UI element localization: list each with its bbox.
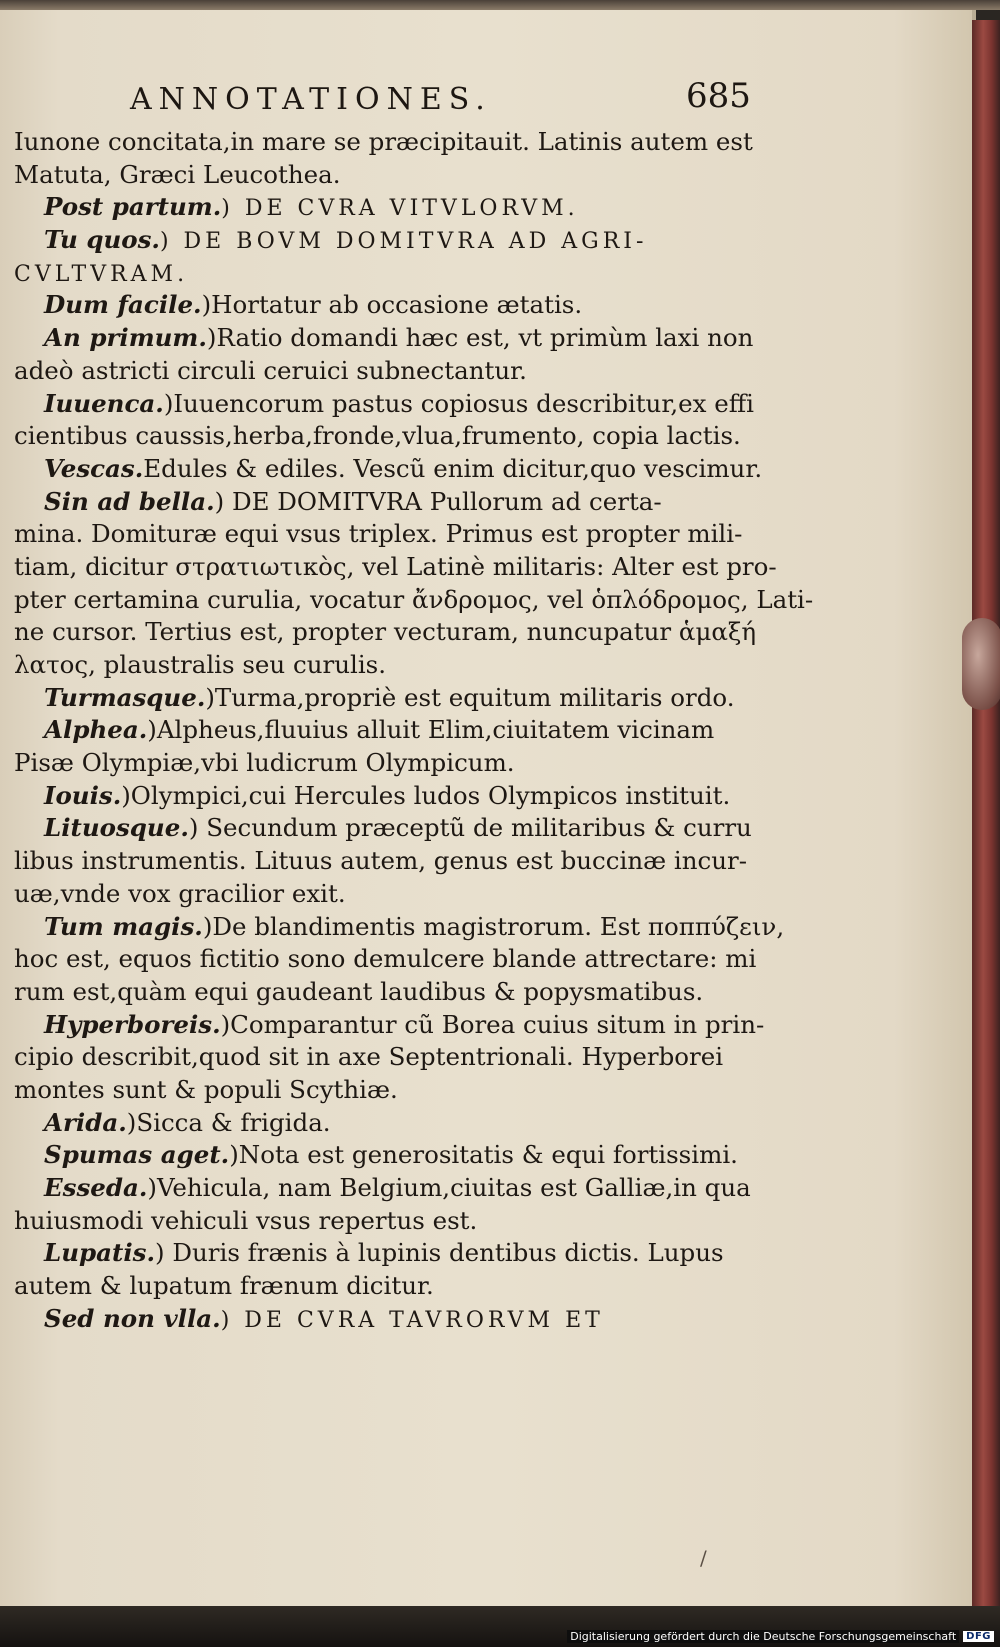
line-text: )Ratio domandi hæc est, vt primùm laxi non	[206, 323, 754, 353]
text-line	[14, 322, 754, 355]
line-text: )Comparantur cũ Borea cuius situm in prin-	[220, 1009, 765, 1039]
lemma: Sin ad bella.	[44, 486, 215, 516]
text-line	[14, 1074, 744, 1107]
lemma: Arida.	[44, 1107, 127, 1137]
line-text: autem & lupatum frænum dicitur.	[14, 1271, 434, 1301]
line-text: ) DE CVRA TAVRORVM ET	[220, 1307, 604, 1333]
line-text: mina. Domituræ equi vsus triplex. Primus est propter mili-	[14, 519, 743, 549]
lemma: Lituosque.	[44, 813, 189, 843]
text-line	[14, 1303, 744, 1336]
line-text: )Sicca & frigida.	[126, 1107, 331, 1137]
line-text: Matuta, Græci Leucothea.	[14, 159, 341, 189]
line-text: )Hortatur ab occasione ætatis.	[201, 290, 583, 320]
text-line	[14, 453, 763, 486]
text-line	[14, 486, 744, 519]
text-line	[14, 911, 785, 944]
line-text: ) DE BOVM DOMITVRA AD AGRI-	[159, 229, 648, 255]
text-line	[14, 289, 744, 322]
book-page	[0, 8, 976, 1606]
text-line	[14, 1205, 744, 1238]
line-text: montes sunt & populi Scythiæ.	[14, 1074, 398, 1104]
line-text: )Nota est generositatis & equi fortissimi.	[229, 1140, 738, 1170]
page-number: 685	[686, 76, 751, 116]
line-text: λατος, plaustralis seu curulis.	[14, 650, 387, 679]
text-line	[14, 1107, 744, 1140]
line-text: libus instrumentis. Lituus autem, genus est buccinæ incur-	[14, 846, 748, 876]
credit-text: Digitalisierung gefördert durch die Deutsche Forschungsgemeinschaft	[567, 1630, 959, 1643]
line-text: )Iuuencorum pastus copiosus describitur,ex effi	[163, 388, 754, 418]
ink-mark: /	[700, 1546, 707, 1570]
line-text: CVLTVRAM.	[14, 261, 189, 287]
text-line	[14, 388, 754, 421]
line-text: )Olympici,cui Hercules ludos Olympicos instituit.	[121, 780, 731, 810]
line-text: Edules & ediles. Vescũ enim dicitur,quo vescimur.	[143, 453, 763, 483]
book-fore-edge	[972, 20, 1000, 1620]
text-line	[14, 747, 744, 780]
lemma: Tu quos.	[44, 225, 160, 255]
lemma: Alphea.	[44, 715, 148, 745]
line-text: )De blandimentis magistrorum. Est ποππύζειν,	[202, 911, 785, 941]
text-line	[14, 845, 748, 878]
lemma: Post partum.	[44, 192, 222, 222]
line-text: )Turma,propriè est equitum militaris ordo.	[205, 682, 735, 712]
dfg-logo: DFG	[963, 1631, 994, 1642]
line-text: Iunone concitata,in mare se præcipitauit. Latinis autem est	[14, 127, 753, 156]
lemma: Sed non vlla.	[44, 1303, 221, 1333]
text-line	[14, 878, 744, 911]
line-text: uæ,vnde vox gracilior exit.	[14, 878, 346, 908]
text-line	[14, 355, 744, 388]
line-text: cientibus caussis,herba,fronde,vlua,frumento, copia lactis.	[14, 421, 741, 451]
text-line	[14, 1139, 744, 1172]
page-body	[14, 126, 814, 1335]
lemma: Esseda.	[44, 1173, 148, 1202]
text-line	[14, 518, 744, 551]
line-text: cipio describit,quod sit in axe Septentrionali. Hyperborei	[14, 1042, 724, 1072]
line-text: ) DE DOMITVRA Pullorum ad certa-	[214, 486, 662, 516]
line-text: adeò astricti circuli ceruici subnectantur.	[14, 355, 527, 385]
lemma: Vescas.	[44, 453, 144, 483]
line-text: )Alpheus,fluuius alluit Elim,ciuitatem vicinam	[147, 715, 715, 745]
lemma: Lupatis.	[44, 1238, 155, 1268]
text-line	[14, 649, 744, 682]
text-line	[14, 812, 752, 845]
lemma: Iuuenca.	[44, 388, 164, 418]
line-text: tiam, dicitur στρατιωτικὸς, vel Latinè militaris: Alter est pro-	[14, 551, 777, 581]
line-text: ) Duris frænis à lupinis dentibus dictis. Lupus	[155, 1238, 724, 1268]
line-text: )Vehicula, nam Belgium,ciuitas est Galliæ,in qua	[147, 1173, 751, 1202]
line-text: ) DE CVRA VITVLORVM.	[221, 196, 579, 222]
text-line	[14, 584, 814, 617]
clasp	[962, 618, 1000, 710]
text-line	[14, 159, 744, 192]
text-line	[14, 1009, 765, 1042]
book-top-edge	[0, 0, 1000, 10]
text-line	[14, 551, 777, 584]
line-text: hoc est, equos fictitio sono demulcere blande attrectare: mi	[14, 944, 757, 974]
text-line	[14, 943, 757, 976]
lemma: Iouis.	[44, 780, 122, 810]
text-line	[14, 976, 744, 1009]
running-head	[130, 76, 751, 122]
text-line	[14, 257, 744, 290]
line-text: rum est,quàm equi gaudeant laudibus & popysmatibus.	[14, 976, 704, 1006]
line-text: Pisæ Olympiæ,vbi ludicrum Olympicum.	[14, 748, 515, 778]
scan-footer	[0, 1606, 1000, 1647]
text-line	[14, 780, 744, 813]
text-line	[14, 1237, 744, 1270]
text-line	[14, 616, 757, 649]
lemma: Spumas aget.	[44, 1140, 230, 1170]
lemma: Hyperboreis.	[44, 1009, 221, 1039]
text-line	[14, 1041, 744, 1074]
lemma: Tum magis.	[44, 911, 203, 941]
text-line	[14, 682, 744, 715]
line-text: ne cursor. Tertius est, propter vecturam, nuncupatur ἁμαξή	[14, 617, 757, 647]
page-title: ANNOTATIONES.	[130, 82, 492, 117]
text-line	[14, 714, 744, 747]
text-line	[14, 1270, 744, 1303]
credit-line	[567, 1628, 994, 1644]
text-line	[14, 1172, 751, 1205]
text-line	[14, 224, 744, 257]
line-text: ) Secundum præceptũ de militaribus & curru	[188, 813, 752, 843]
line-text: huiusmodi vehiculi vsus repertus est.	[14, 1205, 478, 1235]
lemma: Turmasque.	[44, 682, 206, 712]
lemma: Dum facile.	[44, 290, 202, 320]
line-text: pter certamina curulia, vocatur ἄνδρομος, vel ὁπλόδρομος, Lati-	[14, 584, 814, 614]
lemma: An primum.	[44, 323, 207, 353]
text-line	[14, 420, 744, 453]
text-line	[14, 126, 753, 159]
text-line	[14, 191, 744, 224]
